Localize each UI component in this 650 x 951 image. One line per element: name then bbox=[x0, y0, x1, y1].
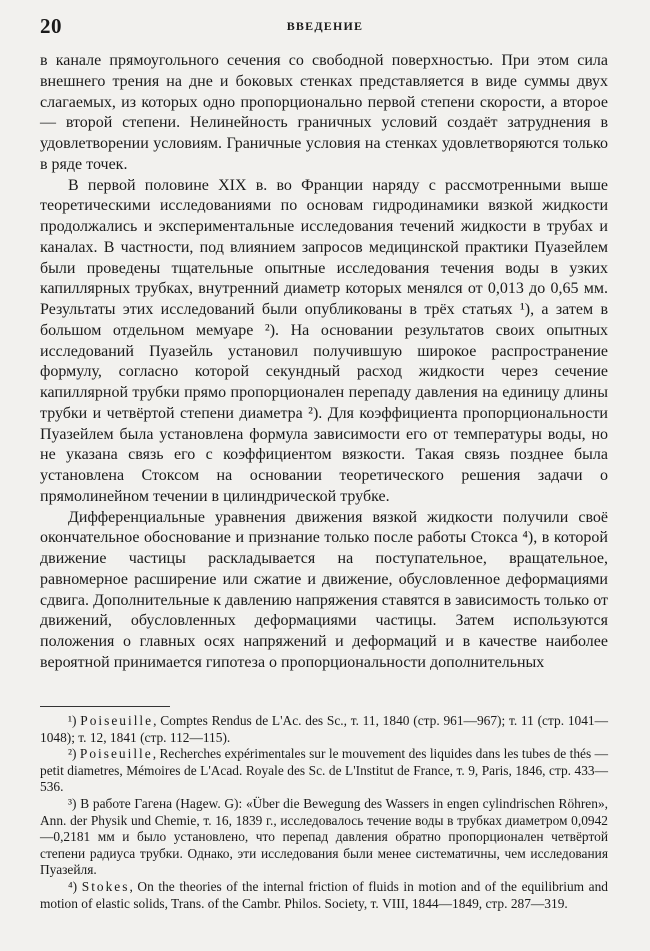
footnote-1 bbox=[40, 713, 608, 746]
page-header bbox=[40, 14, 610, 38]
footnote-marker: ³) bbox=[68, 795, 77, 811]
running-title: ВВЕДЕНИЕ bbox=[286, 19, 364, 33]
page-number: 20 bbox=[40, 14, 62, 38]
footnote-2 bbox=[40, 746, 608, 796]
paragraph-stokes: Дифференциальные уравнения движения вязкой жидкости получили своё окончательное обоснование и признание только после работы Стокса ⁴), в которой движение частицы раскладывается на поступательное, вращательное, равномерное расширение или сжатие и движение, обусловленное деформациями сдвига. Дополнительные к давлению напряжения ставятся в зависимость только от движений, обусловленных деформациями частицы. Затем используются положения о главных осях напряжений и деформаций и в качестве наиболее вероятной принимается гипотеза о пропорциональности дополнительных bbox=[40, 508, 608, 671]
footnote-text: , On the theories of the internal friction of fluids in motion and of the equilibrium and motion of elastic solids, Trans. of the Cambr. Philos. Society, т. VIII, 1844—1849, стр. 287—319. bbox=[40, 878, 608, 911]
main-text bbox=[40, 51, 608, 674]
paragraph-continuation: в канале прямоугольного сечения со свободной поверхностью. При этом сила внешнего трения на дне и боковых стенках представляется в виде суммы двух слагаемых, из которых одно пропорционально первой степени скорости, а второе — второй степени. Нелинейность граничных условий создаёт затруднения в удовлетворении условиям. Граничные условия на стенках удовлетворяются только в ряде точек. bbox=[40, 52, 608, 173]
footnote-divider bbox=[40, 706, 170, 707]
footnote-author: Stokes bbox=[81, 878, 130, 894]
footnote-4 bbox=[40, 879, 608, 912]
footnotes bbox=[40, 713, 608, 912]
footnote-text: , Comptes Rendus de L'Ac. des Sc., т. 11, 1840 (стр. 961—967); т. 11 (стр. 1041—1048); т. 12, 1841 (стр. 112—115). bbox=[40, 713, 608, 745]
footnote-text: В работе Гагена (Hagew. G): «Über die Bewegung des Wassers in engen cylindrischen Röhren», Ann. der Physik und Chemie, т. 16, 1839 г., исследовалось течение воды в трубках диаметром 0,0942—0,2181 мм и было установлено, что перепад давления обратно пропорционален четвёртой степени радиуса трубки. Однако, эти исследования были менее систематичны, чем исследования Пуазейля. bbox=[40, 795, 608, 878]
footnote-text: , Recherches expérimentales sur le mouvement des liquides dans les tubes de thés — petit diametres, Mémoires de L'Acad. Royale des Sc. de L'Institut de France, т. 9, Paris, 1846, стр. 433—536. bbox=[40, 746, 608, 795]
footnote-marker: ⁴) bbox=[68, 878, 78, 894]
footnote-marker: ²) bbox=[68, 746, 77, 762]
footnote-3 bbox=[40, 796, 608, 879]
paragraph-poiseuille: В первой половине XIX в. во Франции наряду с рассмотренными выше теоретическими исследованиями по основам гидродинамики вязкой жидкости продолжались и экспериментальные исследования течений жидкости в трубах и каналах. В частности, под влиянием запросов медицинской практики Пуазейлем были проведены тщательные опытные исследования течения воды в узких капиллярных трубках, внутренний диаметр которых менялся от 0,013 до 0,65 мм. Результаты этих исследований были опубликованы в трёх статьях ¹), а затем в большом отдельном мемуаре ²). На основании результатов своих опытных исследований Пуазейль установил получившую широкое распространение формулу, согласно которой секундный расход жидкости через сечение капиллярной трубки прямо пропорционален перепаду давления на единицу длины трубки и четвёртой степени диаметра ²). Для коэффициента пропорциональности Пуазейлем была установлена формула зависимости его от температуры воды, но не указана связь его с коэффициентом вязкости. Такая связь позднее была установлена Стоксом на основании теоретического решения задачи о прямолинейном течении в цилиндрической трубке. bbox=[40, 176, 608, 505]
footnote-author: Poiseuille bbox=[79, 746, 153, 762]
footnote-author: Poiseuille bbox=[80, 713, 154, 728]
footnote-marker: ¹) bbox=[68, 713, 77, 728]
